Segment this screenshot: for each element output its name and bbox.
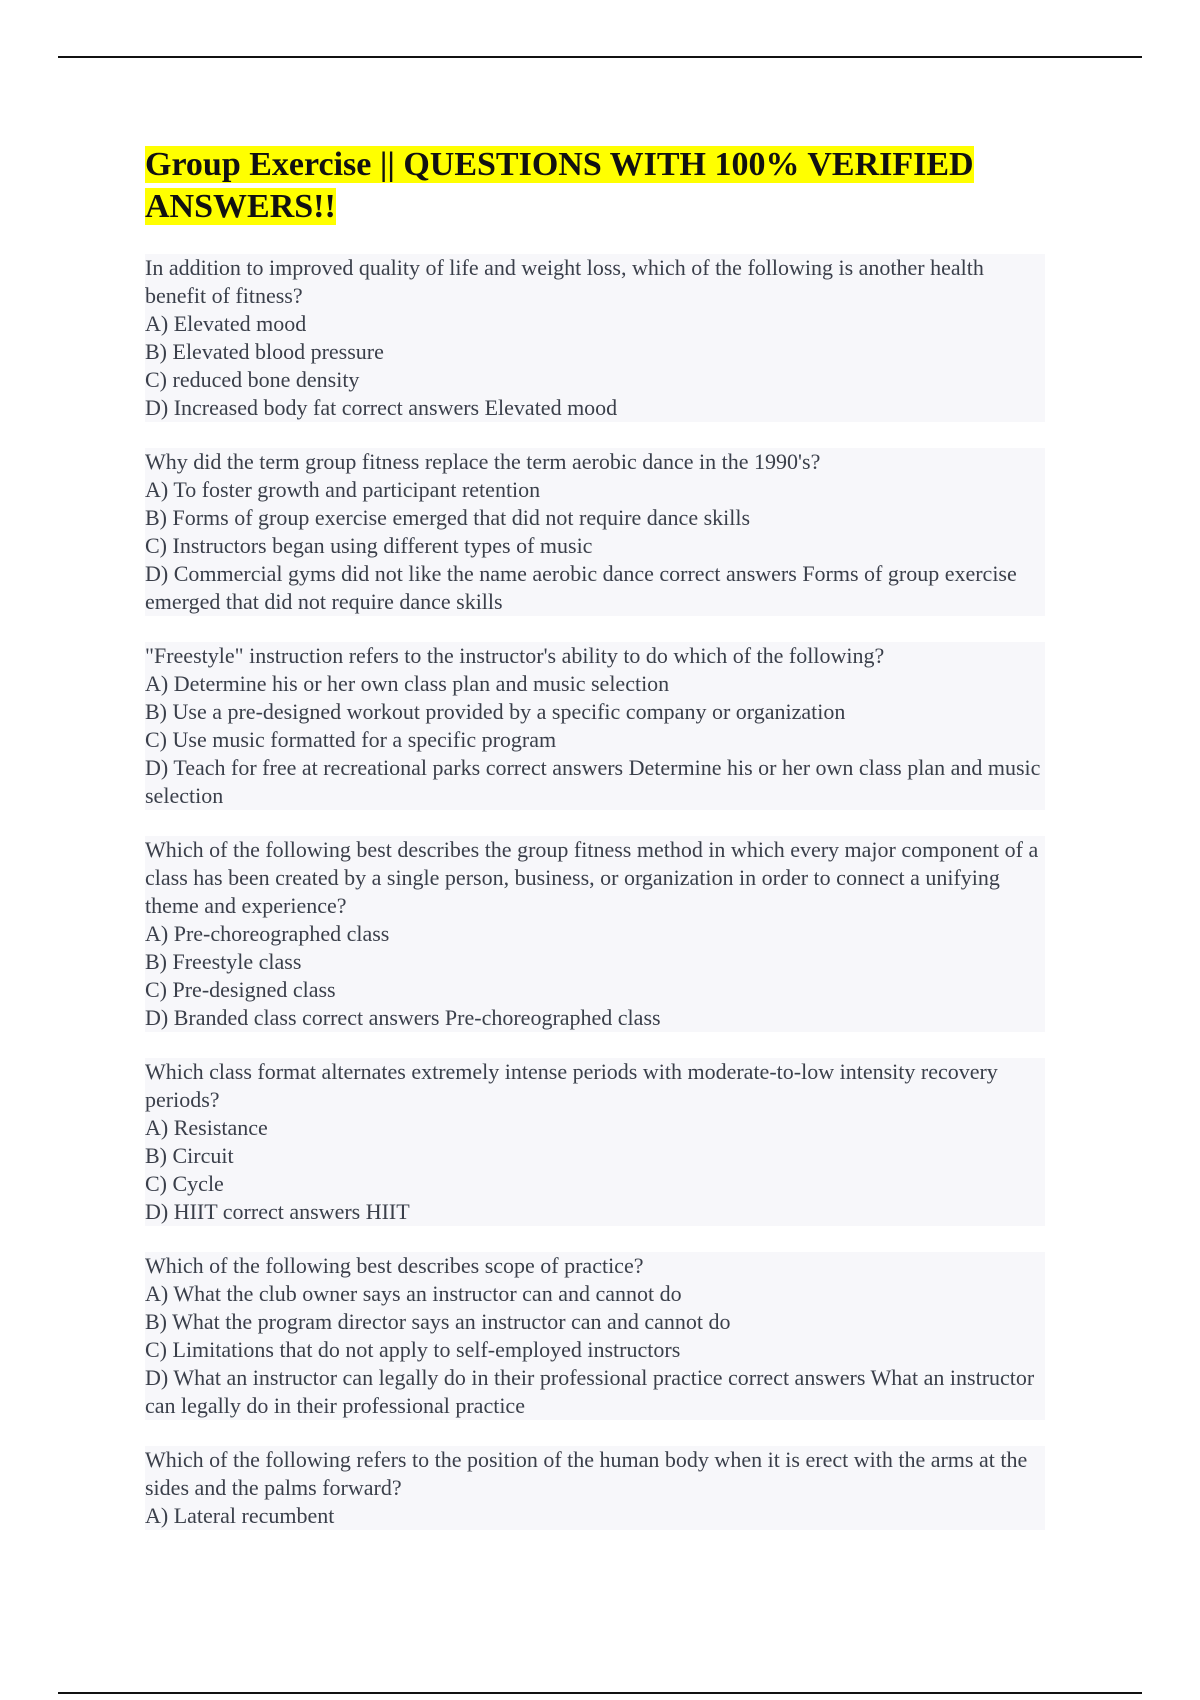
answer-option: D) HIIT correct answers HIIT xyxy=(145,1198,1045,1226)
answer-option: A) Pre-choreographed class xyxy=(145,920,1045,948)
answer-option: B) Forms of group exercise emerged that did not require dance skills xyxy=(145,504,1045,532)
answer-option: C) Use music formatted for a specific program xyxy=(145,726,1045,754)
question-text: "Freestyle" instruction refers to the instructor's ability to do which of the following? xyxy=(145,642,1045,670)
answer-option: B) Elevated blood pressure xyxy=(145,338,1045,366)
question-text: Which of the following refers to the position of the human body when it is erect with the arms at the sides and the palms forward? xyxy=(145,1446,1045,1502)
answer-option: B) What the program director says an instructor can and cannot do xyxy=(145,1308,1045,1336)
answer-option: C) Pre-designed class xyxy=(145,976,1045,1004)
document-title: Group Exercise || QUESTIONS WITH 100% VERIFIED ANSWERS!! xyxy=(145,146,974,225)
question-block-2 xyxy=(145,448,1045,616)
question-block-4 xyxy=(145,836,1045,1032)
document-body xyxy=(145,144,1045,1556)
answer-option: D) Branded class correct answers Pre-choreographed class xyxy=(145,1004,1045,1032)
question-block-1 xyxy=(145,254,1045,422)
question-text: Which class format alternates extremely intense periods with moderate-to-low intensity recovery periods? xyxy=(145,1058,1045,1114)
answer-option: A) What the club owner says an instructor can and cannot do xyxy=(145,1280,1045,1308)
answer-option: C) Limitations that do not apply to self-employed instructors xyxy=(145,1336,1045,1364)
answer-option: C) Instructors began using different types of music xyxy=(145,532,1045,560)
question-text: Why did the term group fitness replace the term aerobic dance in the 1990's? xyxy=(145,448,1045,476)
answer-option: A) Determine his or her own class plan and music selection xyxy=(145,670,1045,698)
answer-option: B) Circuit xyxy=(145,1142,1045,1170)
question-block-5 xyxy=(145,1058,1045,1226)
header-rule xyxy=(58,56,1142,58)
question-text: Which of the following best describes scope of practice? xyxy=(145,1252,1045,1280)
footer-rule xyxy=(58,1692,1142,1694)
answer-option: A) To foster growth and participant retention xyxy=(145,476,1045,504)
answer-option: A) Resistance xyxy=(145,1114,1045,1142)
answer-option: C) Cycle xyxy=(145,1170,1045,1198)
answer-option: B) Use a pre-designed workout provided by a specific company or organization xyxy=(145,698,1045,726)
question-block-3 xyxy=(145,642,1045,810)
question-block-6 xyxy=(145,1252,1045,1420)
question-text: Which of the following best describes the group fitness method in which every major component of a class has been created by a single person, business, or organization in order to connect a unifying theme and experience? xyxy=(145,836,1045,920)
answer-option: B) Freestyle class xyxy=(145,948,1045,976)
answer-option: D) Commercial gyms did not like the name aerobic dance correct answers Forms of group exercise emerged that did not require dance skills xyxy=(145,560,1045,616)
answer-option: A) Elevated mood xyxy=(145,310,1045,338)
question-text: In addition to improved quality of life and weight loss, which of the following is another health benefit of fitness? xyxy=(145,254,1045,310)
answer-option: D) Teach for free at recreational parks correct answers Determine his or her own class plan and music selection xyxy=(145,754,1045,810)
answer-option: D) What an instructor can legally do in their professional practice correct answers What an instructor can legally do in their professional practice xyxy=(145,1364,1045,1420)
answer-option: D) Increased body fat correct answers Elevated mood xyxy=(145,394,1045,422)
question-block-7 xyxy=(145,1446,1045,1530)
answer-option: C) reduced bone density xyxy=(145,366,1045,394)
answer-option: A) Lateral recumbent xyxy=(145,1502,1045,1530)
